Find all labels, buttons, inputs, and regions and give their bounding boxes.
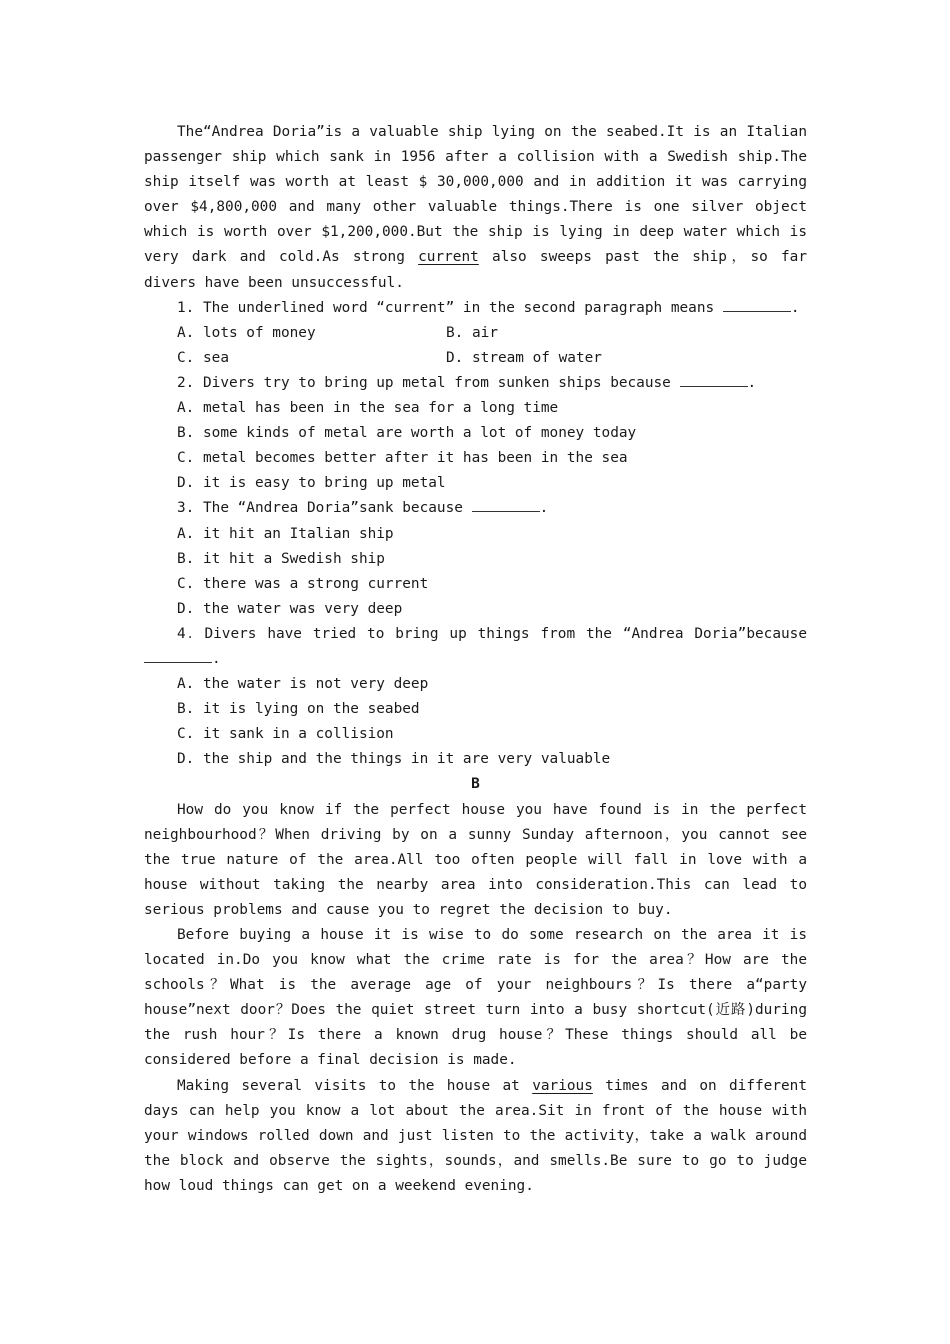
question-2-end: .	[747, 374, 757, 391]
question-1-options-row-1	[144, 321, 807, 346]
answer-blank	[680, 372, 748, 387]
question-4-end: .	[212, 650, 221, 667]
question-3-stem	[144, 496, 807, 521]
section-b-p3-end: times and on different days can help you know a lot about the area.Sit in front of the house with your windows rolled down and just listen to the activity，take a walk around the block and observe the sights，sounds，and smells.Be sure to go to judge how loud things can get on a weekend evening.	[144, 1077, 807, 1194]
option-4d: D. the ship and the things in it are very valuable	[177, 751, 611, 768]
underlined-word-various: various	[532, 1077, 593, 1094]
option-3b: B. it hit a Swedish ship	[177, 550, 385, 567]
passage-a-paragraph	[144, 120, 807, 296]
question-1-stem	[144, 296, 807, 321]
option-2b: B. some kinds of metal are worth a lot of money today	[177, 425, 637, 442]
answer-blank	[472, 497, 540, 512]
question-2-stem	[144, 371, 807, 396]
option-4c: C. it sank in a collision	[177, 726, 394, 743]
answer-blank	[723, 297, 791, 312]
option-2c: C. metal becomes better after it has been in the sea	[177, 450, 628, 467]
option-3d: D. the water was very deep	[177, 600, 403, 617]
option-1a: A. lots of money	[177, 324, 316, 341]
question-3-end: .	[539, 500, 549, 517]
section-b-paragraph-3	[144, 1074, 807, 1199]
option-3c: C. there was a strong current	[177, 575, 429, 592]
option-4a: A. the water is not very deep	[177, 676, 429, 693]
option-2d: D. it is easy to bring up metal	[177, 475, 446, 492]
passage-a-text-start: The“Andrea Doria”is a valuable ship lying on the seabed.It is an Italian passenger ship which sank in 1956 after a collision with a Swedish ship.The ship itself was worth at least $ 30,000,000 and in addition it was carrying over $4,800,000 and many other valuable things.There is one silver object which is worth over $1,200,000.But the ship is lying in deep water which is very dark and cold.As strong	[144, 124, 807, 266]
answer-blank	[144, 648, 212, 663]
question-1-options-row-2	[144, 346, 807, 371]
passage-a-text-end: also sweeps past the ship，so far divers have been unsuccessful.	[144, 249, 807, 291]
question-4-blank-line	[144, 647, 807, 672]
question-4-stem: 4．Divers have tried to bring up things from the “Andrea Doria”because	[177, 625, 807, 642]
section-b-p3-start: Making several visits to the house at	[177, 1077, 533, 1094]
section-b-paragraph-2: Before buying a house it is wise to do some research on the area it is located in.Do you know what the crime rate is for the area？How are the schools？What is the average age of your neighbours？Is there a“party house”next door？Does the quiet street turn into a busy shortcut(近路)during the rush hour？Is there a known drug house？These things should all be considered before a final decision is made.	[144, 927, 807, 1069]
question-1-text: 1. The underlined word “current” in the second paragraph means	[177, 299, 715, 316]
section-b-heading: B	[471, 776, 480, 793]
option-1c: C. sea	[177, 349, 229, 366]
question-3-text: 3. The “Andrea Doria”sank because	[177, 500, 463, 517]
option-3a: A. it hit an Italian ship	[177, 525, 394, 542]
question-1-end: .	[790, 299, 800, 316]
underlined-word-current: current	[418, 249, 479, 266]
document-page	[144, 120, 807, 1199]
option-1d: D. stream of water	[446, 349, 602, 366]
option-1b: B. air	[446, 324, 498, 341]
option-4b: B. it is lying on the seabed	[177, 701, 420, 718]
section-b-paragraph-1: How do you know if the perfect house you have found is in the perfect neighbourhood？When driving by on a sunny Sunday afternoon，you cannot see the true nature of the area.All too often people will fall in love with a house without taking the nearby area into consideration.This can lead to serious problems and cause you to regret the decision to buy.	[144, 801, 807, 918]
option-2a: A. metal has been in the sea for a long time	[177, 400, 559, 417]
question-2-text: 2. Divers try to bring up metal from sunken ships because	[177, 374, 671, 391]
